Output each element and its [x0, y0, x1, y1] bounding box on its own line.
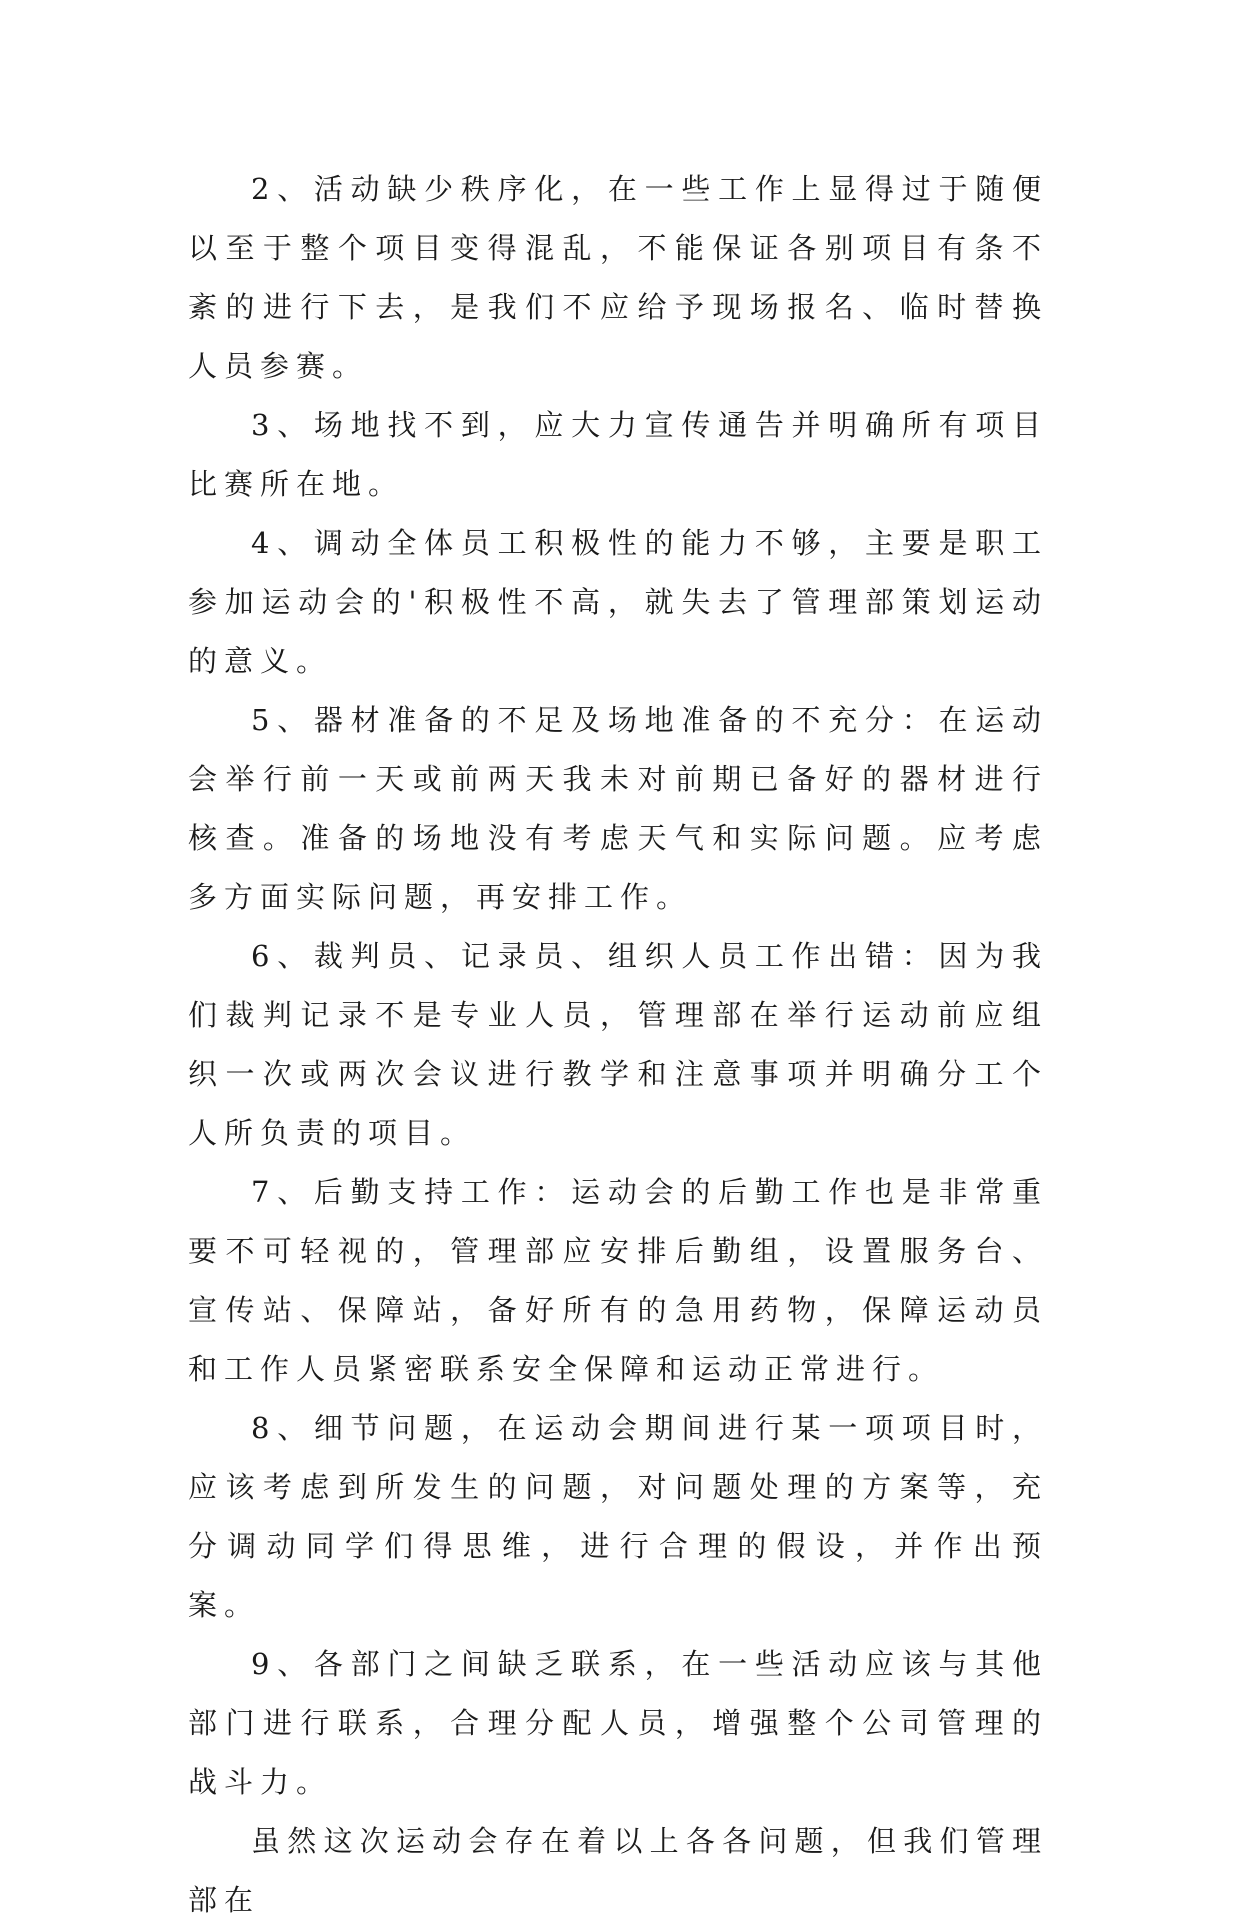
paragraph-item-6: 6、裁判员、记录员、组织人员工作出错：因为我们裁判记录不是专业人员，管理部在举行运动前应组织一次或两次会议进行教学和注意事项并明确分工个人所负责的项目。 [188, 939, 1048, 1150]
paragraph-item-8: 8、细节问题，在运动会期间进行某一项项目时，应该考虑到所发生的问题，对问题处理的方案等，充分调动同学们得思维，进行合理的假设，并作出预案。 [188, 1411, 1048, 1622]
paragraph-item-5: 5、器材准备的不足及场地准备的不充分：在运动会举行前一天或前两天我未对前期已备好的器材进行核查。准备的场地没有考虑天气和实际问题。应考虑多方面实际问题，再安排工作。 [188, 703, 1048, 914]
paragraph-item-9: 9、各部门之间缺乏联系，在一些活动应该与其他部门进行联系，合理分配人员，增强整个公司管理的战斗力。 [188, 1647, 1048, 1799]
document-body [188, 160, 1048, 1930]
paragraph-item-7: 7、后勤支持工作：运动会的后勤工作也是非常重要不可轻视的，管理部应安排后勤组，设置服务台、宣传站、保障站，备好所有的急用药物，保障运动员和工作人员紧密联系安全保障和运动正常进行。 [188, 1175, 1048, 1386]
paragraph-item-4: 4、调动全体员工积极性的能力不够，主要是职工参加运动会的'积极性不高，就失去了管理部策划运动的意义。 [188, 526, 1048, 678]
paragraph-item-3: 3、场地找不到，应大力宣传通告并明确所有项目比赛所在地。 [188, 408, 1048, 501]
paragraph-item-2: 2、活动缺少秩序化，在一些工作上显得过于随便以至于整个项目变得混乱，不能保证各别项目有条不紊的进行下去，是我们不应给予现场报名、临时替换人员参赛。 [188, 172, 1048, 383]
paragraph-closing: 虽然这次运动会存在着以上各各问题，但我们管理部在 [188, 1824, 1048, 1917]
